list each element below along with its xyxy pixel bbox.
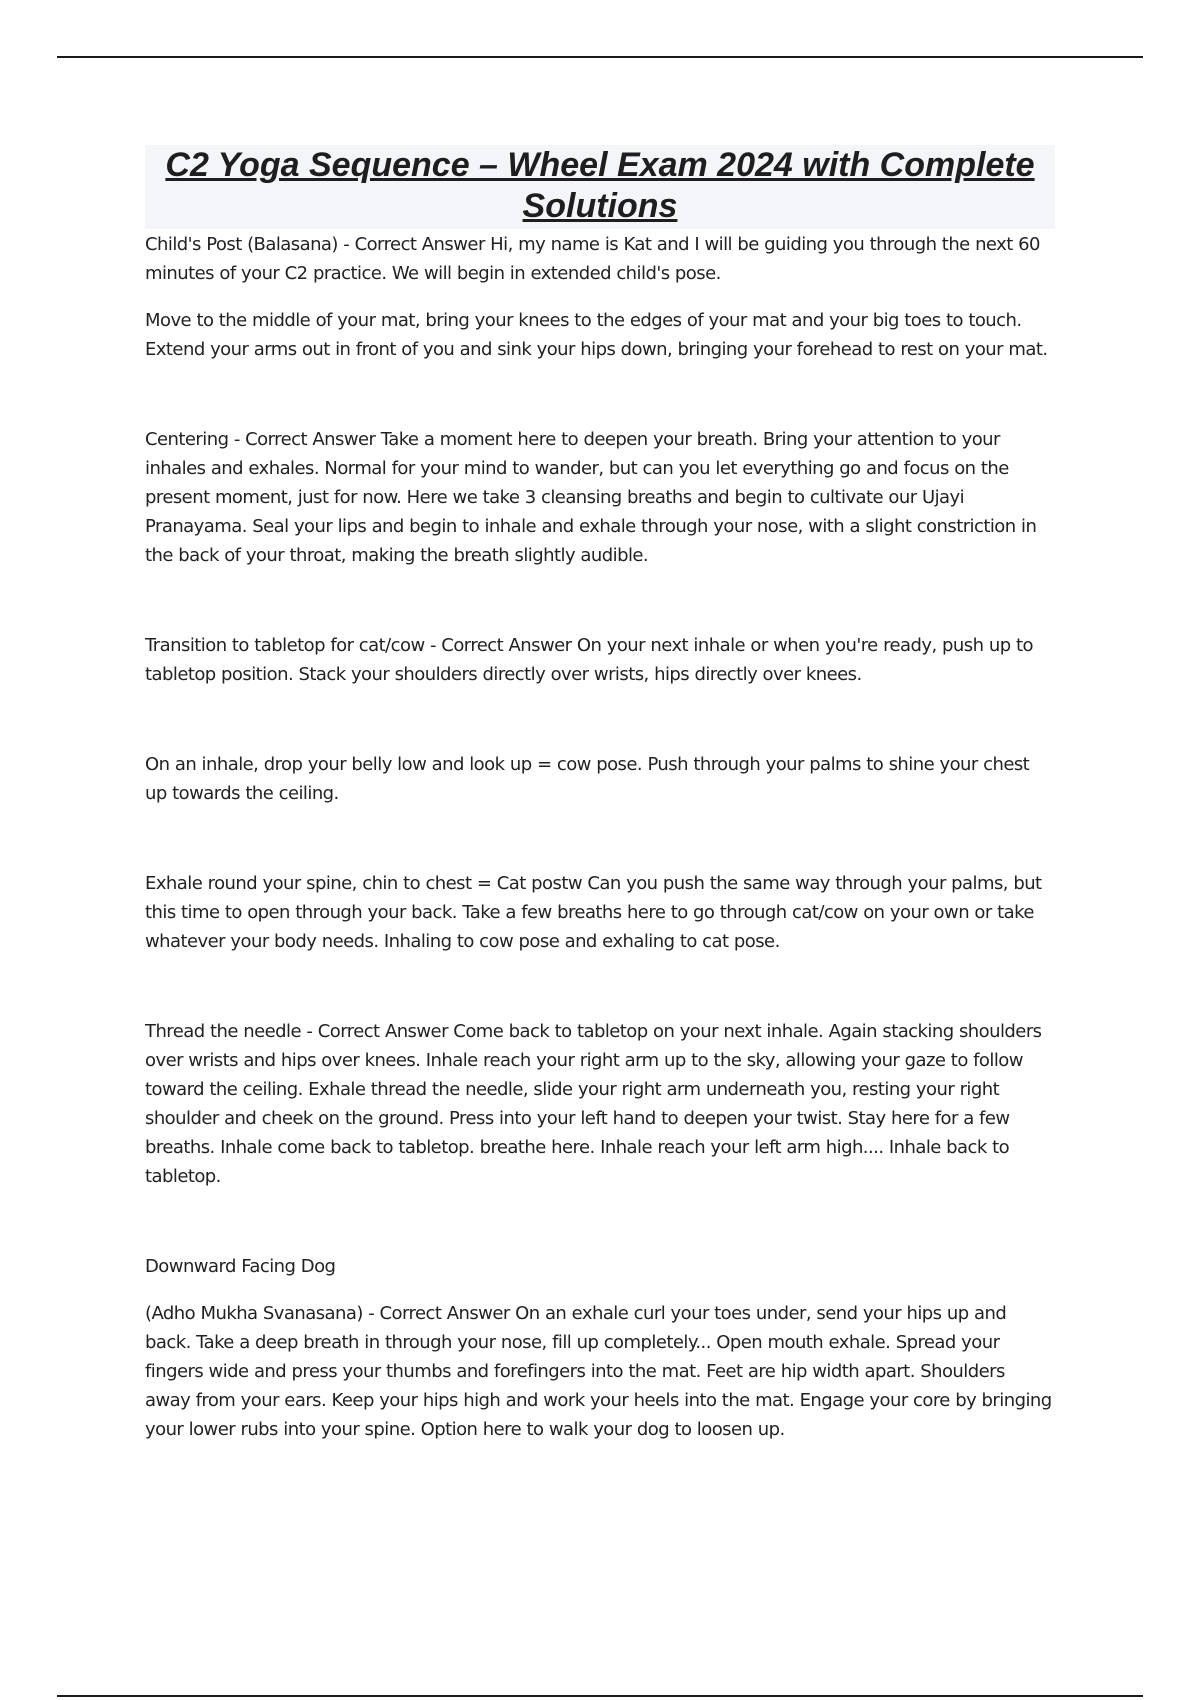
document-title: C2 Yoga Sequence – Wheel Exam 2024 with Complete Solutions [165, 146, 1035, 225]
paragraph-tabletop-transition: Transition to tabletop for cat/cow - Correct Answer On your next inhale or when you're ready, push up to tabletop position. Stack your shoulders directly over wrists, hips directly over knees. [145, 635, 1033, 685]
paragraph-thread-the-needle: Thread the needle - Correct Answer Come back to tabletop on your next inhale. Again stacking shoulders over wrists and hips over knees. Inhale reach your right arm up to the sky, allowing your gaze to follow toward the ceiling. Exhale thread the needle, slide your right arm underneath you, resting your right shoulder and cheek on the ground. Press into your left hand to deepen your twist. Stay here for a few breaths. Inhale come back to tabletop. breathe here. Inhale reach your left arm high.... Inhale back to tabletop. [145, 1021, 1042, 1187]
top-rule [57, 56, 1143, 58]
paragraph-cow-pose: On an inhale, drop your belly low and look up = cow pose. Push through your palms to shine your chest up towards the ceiling. [145, 754, 1030, 804]
paragraph-move-to-middle: Move to the middle of your mat, bring your knees to the edges of your mat and your big toes to touch. Extend your arms out in front of you and sink your hips down, bringing your forehead to rest on your mat. [145, 310, 1048, 360]
paragraph-downward-dog-heading: Downward Facing Dog [145, 1256, 336, 1277]
bottom-rule [57, 1695, 1143, 1697]
paragraph-childs-pose: Child's Post (Balasana) - Correct Answer Hi, my name is Kat and I will be guiding you through the next 60 minutes of your C2 practice. We will begin in extended child's pose. [145, 234, 1040, 284]
paragraph-downward-dog: (Adho Mukha Svanasana) - Correct Answer On an exhale curl your toes under, send your hips up and back. Take a deep breath in through your nose, fill up completely... Open mouth exhale. Spread your fingers wide and press your thumbs and forefingers into the mat. Feet are hip width apart. Shoulders away from your ears. Keep your hips high and work your heels into the mat. Engage your core by bringing your lower rubs into your spine. Option here to walk your dog to loosen up. [145, 1303, 1052, 1440]
document-body [145, 145, 1055, 1444]
title-box [145, 145, 1055, 229]
paragraph-cat-pose: Exhale round your spine, chin to chest = Cat postw Can you push the same way through your palms, but this time to open through your back. Take a few breaths here to go through cat/cow on your own or take whatever your body needs. Inhaling to cow pose and exhaling to cat pose. [145, 873, 1042, 952]
paragraph-centering: Centering - Correct Answer Take a moment here to deepen your breath. Bring your attention to your inhales and exhales. Normal for your mind to wander, but can you let everything go and focus on the present moment, just for now. Here we take 3 cleansing breaths and begin to cultivate our Ujayi Pranayama. Seal your lips and begin to inhale and exhale through your nose, with a slight constriction in the back of your throat, making the breath slightly audible. [145, 429, 1037, 566]
